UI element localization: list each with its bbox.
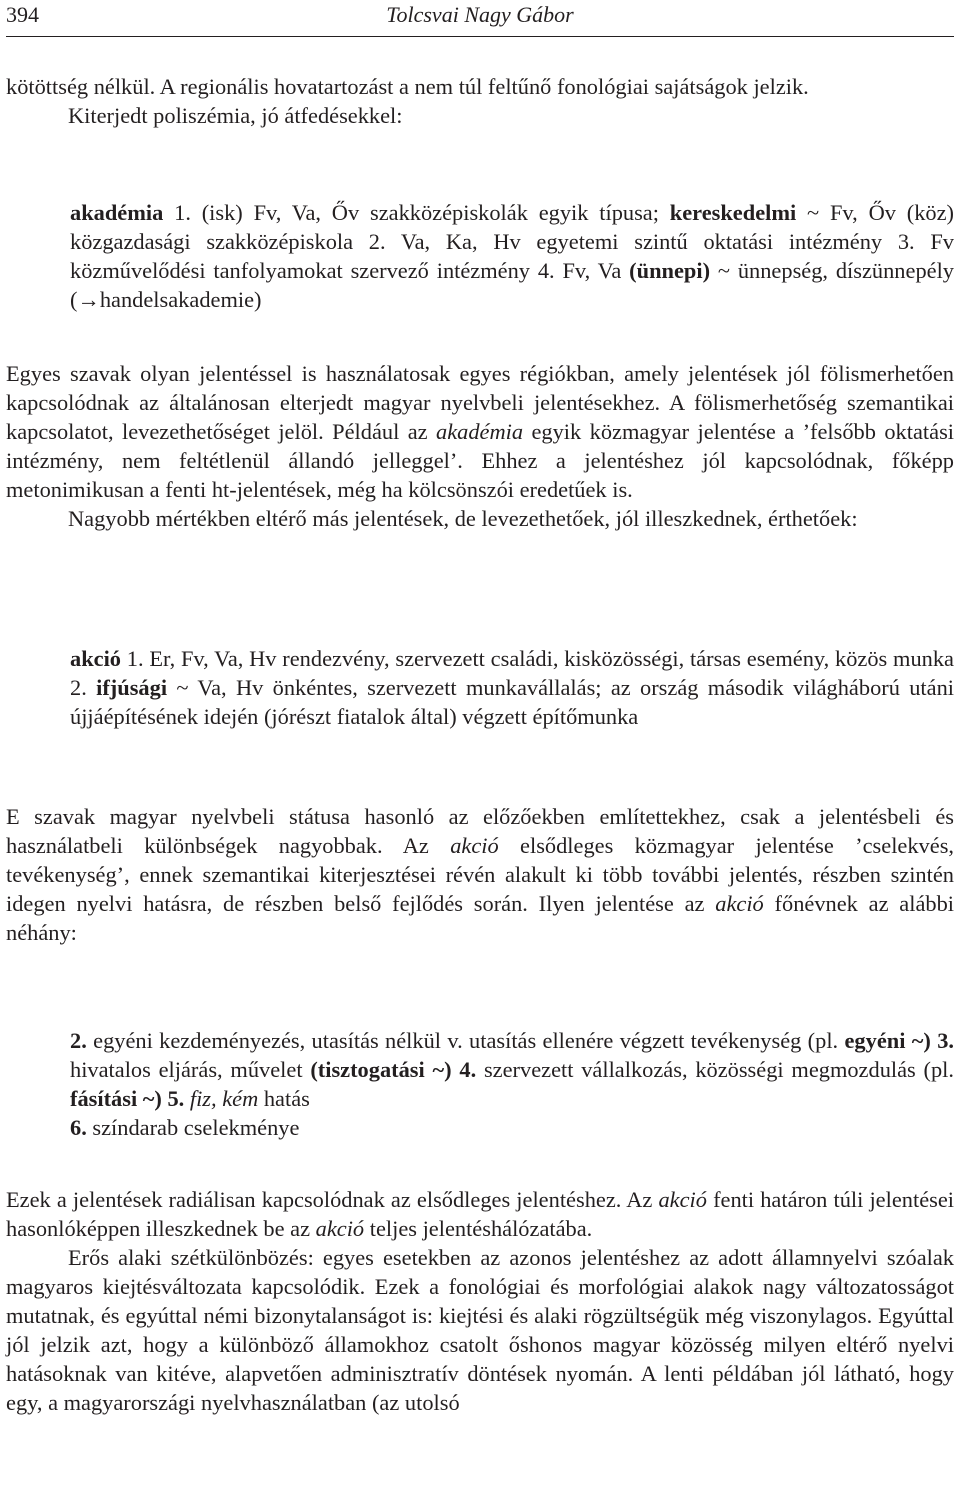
paragraph-block-1 [6, 72, 954, 130]
text-run: E szavak magyar nyelvbeli státusa hasonló az előzőekben említettekhez, csak a jelentésbeli és használatbeli különbségek nagyobbak. Az [6, 804, 954, 858]
paragraph-block-2 [6, 359, 954, 533]
italic-term: fiz, kém [184, 1086, 259, 1111]
entry-text: színdarab cselekménye [86, 1115, 300, 1140]
paragraph [6, 802, 954, 947]
text-run: főnévnek az alábbi néhány: [6, 891, 955, 945]
sense-number: 2. [70, 1028, 87, 1053]
paragraph: Nagyobb mértékben eltérő más jelentések, de levezethetőek, jól illeszkednek, érthetőek: [68, 506, 858, 531]
headword: akadémia [70, 200, 164, 225]
text-run: fenti határon túli jelentései hasonlóképpen illeszkednek be az [6, 1187, 954, 1241]
text-run: Egyes szavak olyan jelentéssel is használatosak egyes régiókban, amely jelentések jól fölismerhetően kapcsolódnak az általánosan elterjedt magyar nyelvbeli jelentésekhez. A fölismerhetőség szemantikai kapcsolatot, levezethetőséget jelöl. Például az [6, 361, 954, 444]
italic-term: akció [450, 833, 499, 858]
text-run: egyik közmagyar jelentése a ’felsőbb oktatási intézmény, nem feltétlenül állandó jelleggel’. Ehhez a jelentéshez jól kapcsolódnak, főképp metonimikusan a fenti ht-jelentések, még ha kölcsönszói eredetűek is. [6, 419, 955, 502]
sense-number: 6. [70, 1115, 87, 1140]
page-number: 394 [6, 2, 39, 27]
entry-text: ~ ünnepség, díszünnepély (→handelsakademie) [70, 258, 954, 312]
entry-text: hivatalos eljárás, művelet [70, 1057, 311, 1082]
italic-term: akció [715, 891, 764, 916]
entry-text: egyéni kezdeményezés, utasítás nélkül v. utasítás ellenére végzett tevékenység (pl. [86, 1028, 845, 1053]
paragraph: Erős alaki szétkülönbözés: egyes esetekben az azonos jelentéshez az adott államnyelvi szóalak magyaros kiejtésváltozata kapcsolódik. Ezek a fonológiai és morfológiai alakok nagy változatosságot mutatnak, és egyúttal némi bizonytalanságot is: kiejtési és alaki rögzültségük még viszonylagos. Egyúttal jól jelzik azt, hogy a különböző államokhoz csatolt őshonos magyar közösség milyen eltérő nyelvi hatásoknak van kitéve, alapvetően adminisztratív döntések nyomán. A lenti példában jól látható, hogy egy, a magyarországi nyelvhasználatban (az utolsó [6, 1245, 954, 1415]
paragraph [6, 1185, 954, 1243]
paragraph-block-4 [6, 1185, 954, 1417]
headword: akció [70, 646, 122, 671]
entry-text: 1. Er, Fv, Va, Hv rendezvény, szervezett családi, kisközösségi, társas esemény, közös munka 2. [70, 646, 954, 700]
text-run: teljes jelentéshálózatába. [364, 1216, 593, 1241]
paragraph-block-3 [6, 802, 954, 947]
entry-bold: kereskedelmi [669, 200, 797, 225]
italic-term: akció [315, 1216, 365, 1241]
entry-text: szervezett vállalkozás, közösségi megmozdulás (pl. [476, 1057, 955, 1082]
running-header [6, 0, 954, 37]
sense-number: 3. [930, 1028, 954, 1053]
text-run: Ezek a jelentések radiálisan kapcsolódnak az elsődleges jelentéshez. Az [6, 1187, 659, 1212]
paragraph [6, 359, 954, 504]
entry-bold: egyéni ~) [844, 1028, 931, 1053]
italic-term: akadémia [436, 419, 524, 444]
italic-term: akció [658, 1187, 707, 1212]
dictionary-entry-akcio [70, 644, 954, 731]
sense-number: 5. [161, 1086, 185, 1111]
running-title: Tolcsvai Nagy Gábor [386, 2, 574, 27]
dictionary-entry-akcio-senses [70, 1026, 954, 1142]
paragraph: Kiterjedt poliszémia, jó átfedésekkel: [68, 103, 403, 128]
entry-bold: (tisztogatási ~) [310, 1057, 452, 1082]
entry-text: 1. (isk) Fv, Va, Őv szakközépiskolák egyik típusa; [163, 200, 670, 225]
entry-text: ~ Fv, Őv (köz) közgazdasági szakközépiskola 2. Va, Ka, Hv egyetemi szintű oktatási intézmény 3. Fv közművelődési tanfolyamokat szervező intézmény 4. Fv, Va [70, 200, 954, 283]
text-run: elsődleges közmagyar jelentése ’cselekvés, tevékenység’, ennek szemantikai kiterjesztései révén alakult ki több további jelentés, részben szintén idegen nyelvi hatásra, de részben belső fejlődés során. Ilyen jelentése az [6, 833, 955, 916]
sense-number: 4. [451, 1057, 477, 1082]
entry-bold: ifjúsági [96, 675, 168, 700]
dictionary-entry-akademia [70, 198, 954, 314]
paragraph: kötöttség nélkül. A regionális hovatartozást a nem túl feltűnő fonológiai sajátságok jelzik. [6, 74, 809, 99]
entry-bold: (ünnepi) [629, 258, 711, 283]
entry-bold: fásítási ~) [70, 1086, 162, 1111]
entry-text: ~ Va, Hv önkéntes, szervezett munkavállalás; az ország második világháború utáni újjáépítésének idején (jórészt fiatalok által) végzett építőmunka [70, 675, 955, 729]
entry-text: hatás [258, 1086, 310, 1111]
